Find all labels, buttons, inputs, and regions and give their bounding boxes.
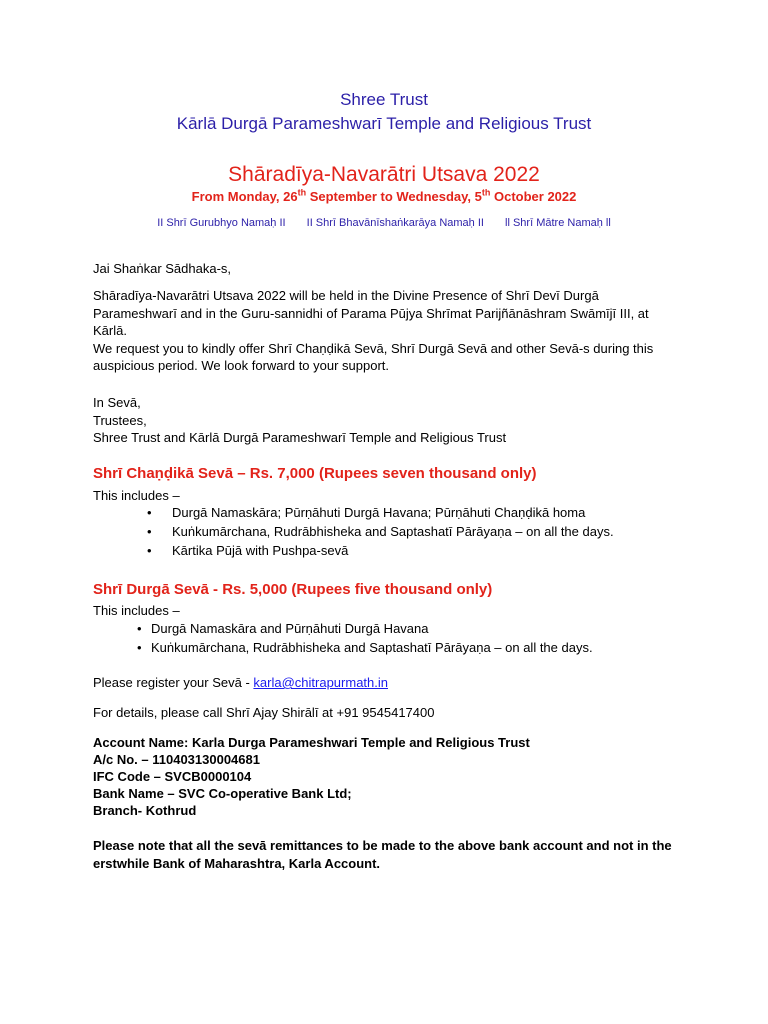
bank-account-number: A/c No. – 110403130004681 (93, 752, 260, 767)
letter-signoff (93, 394, 693, 447)
dates-prefix: From Monday, 26 (191, 189, 298, 204)
bank-details (93, 734, 530, 819)
dates-suffix: October 2022 (490, 189, 577, 204)
remittance-note: Please note that all the sevā remittances to be made to the above bank account and not in the erstwhile Bank of Maharashtra, Karla Account. (93, 838, 672, 871)
seva2-heading: Shrī Durgā Sevā - Rs. 5,000 (Rupees five thousand only) (93, 581, 493, 598)
event-title: Shāradīya-Navarātri Utsava 2022 (228, 163, 540, 186)
dates-sup-2: th (481, 187, 491, 198)
letter-body (93, 287, 683, 375)
invocation-guru: II Shrī Gurubhyo Namaḥ II (157, 217, 286, 229)
list-item: • Durgā Namaskāra; Pūrṇāhuti Durgā Havana; Pūrṇāhuti Chaṇḍikā homa (172, 503, 614, 522)
list-item: • Kuṅkumārchana, Rudrābhisheka and Saptashatī Pārāyaṇa – on all the days. (172, 522, 614, 541)
list-item: • Kuṅkumārchana, Rudrābhisheka and Saptashatī Pārāyaṇa – on all the days. (151, 638, 593, 657)
invocation-bhavanishankara: II Shrī Bhavānīshaṅkarāya Namaḥ II (306, 217, 484, 229)
event-dates (0, 189, 768, 205)
seva1-items-list (172, 503, 614, 560)
dates-mid: September to Wednesday, 5 (306, 189, 482, 204)
list-item: • Durgā Namaskāra and Pūrṇāhuti Durgā Havana (151, 619, 593, 638)
seva1-heading: Shrī Chaṇḍikā Sevā – Rs. 7,000 (Rupees seven thousand only) (93, 465, 537, 482)
letter-paragraph-2: We request you to kindly offer Shrī Chaṇḍikā Sevā, Shrī Durgā Sevā and other Sevā-s during this auspicious period. We look forward to your support. (93, 340, 654, 373)
registration-email-link[interactable]: karla@chitrapurmath.in (253, 675, 388, 690)
bank-name: Bank Name – SVC Co-operative Bank Ltd; (93, 786, 352, 801)
temple-trust-name: Kārlā Durgā Parameshwarī Temple and Religious Trust (176, 114, 592, 133)
bank-ifc-code: IFC Code – SVCB0000104 (93, 769, 252, 784)
registration-text: Please register your Sevā - (93, 675, 254, 690)
invocation-matre: ll Shrī Mātre Namaḥ ll (505, 217, 611, 229)
contact-line: For details, please call Shrī Ajay Shirālī at +91 9545417400 (93, 705, 435, 720)
bank-branch: Branch- Kothrud (93, 803, 197, 818)
letter-signatory-2: Shree Trust and Kārlā Durgā Parameshwarī Temple and Religious Trust (93, 430, 507, 445)
letter-greeting: Jai Shaṅkar Sādhaka-s, (93, 261, 232, 276)
trust-name: Shree Trust (340, 90, 428, 109)
letter-paragraph-1: Shāradīya-Navarātri Utsava 2022 will be held in the Divine Presence of Shrī Devī Durgā Parameshwarī and in the Guru-sannidhi of Parama Pūjya Shrīmat Parijñānāshram Swāmījī III, at Kārlā. (93, 288, 649, 338)
bank-account-name: Account Name: Karla Durga Parameshwari Temple and Religious Trust (93, 735, 530, 750)
seva1-includes-label: This includes – (93, 488, 180, 503)
list-item: • Kārtika Pūjā with Pushpa-sevā (172, 541, 614, 560)
registration-line (93, 674, 388, 691)
letter-signatory-1: Trustees, (93, 412, 147, 428)
letter-closing: In Sevā, (93, 395, 141, 410)
invocations (0, 216, 768, 230)
seva2-includes-label: This includes – (93, 603, 180, 618)
dates-sup-1: th (297, 187, 307, 198)
seva2-items-list (151, 619, 593, 657)
